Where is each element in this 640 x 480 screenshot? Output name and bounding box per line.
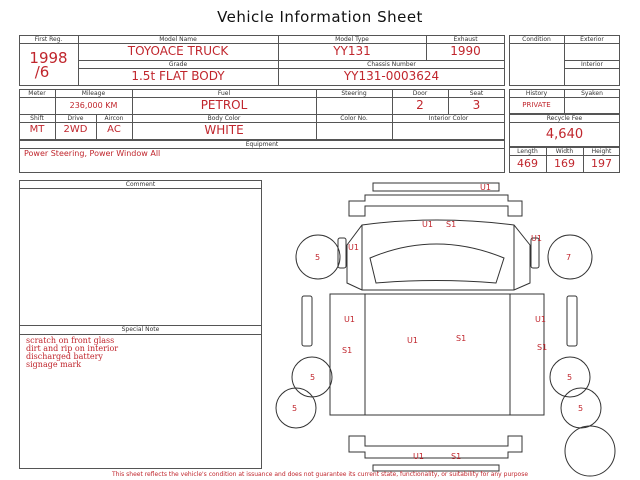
exhaust-label: Exhaust — [453, 36, 478, 43]
mark-rear-s1: S1 — [451, 452, 462, 461]
grade-value: 1.5t FLAT BODY — [131, 69, 225, 83]
fuel-value: PETROL — [200, 98, 248, 112]
length-label: Length — [517, 148, 538, 155]
special-note-item: signage mark — [26, 360, 82, 369]
aircon-label: Aircon — [104, 115, 124, 122]
model-type-value: YY131 — [333, 44, 371, 58]
mark-tire-fr: 7 — [566, 253, 572, 262]
disclaimer-footer: This sheet reflects the vehicle's condition at issuance and does not guarantee its current state, functionality, or suitability for any purpose — [111, 471, 529, 478]
right-side-rail — [567, 296, 577, 346]
first-reg-label: First Reg. — [34, 36, 63, 43]
cab-outline — [347, 220, 530, 290]
special-note-label: Special Note — [121, 326, 160, 333]
height-value: 197 — [591, 157, 612, 170]
chassis-number-value: YY131-0003624 — [343, 69, 440, 83]
width-label: Width — [555, 148, 574, 155]
mark-right-mirror: U1 — [531, 234, 542, 243]
length-value: 469 — [517, 157, 538, 170]
color-no-label: Color No. — [340, 115, 368, 122]
model-name-label: Model Name — [159, 36, 197, 43]
recycle-fee-value: 4,640 — [545, 127, 584, 142]
mark-front-top: U1 — [480, 183, 491, 192]
chassis-number-label: Chassis Number — [367, 61, 416, 68]
mark-tire-rr2: 5 — [578, 404, 584, 413]
height-label: Height — [591, 148, 612, 155]
special-note-item: scratch on front glass — [26, 336, 115, 345]
model-name-value: TOYOACE TRUCK — [127, 44, 229, 58]
rear-bumper — [349, 436, 522, 458]
door-label: Door — [412, 90, 428, 97]
body-color-value: WHITE — [204, 123, 244, 137]
condition-label: Condition — [522, 36, 551, 43]
syaken-label: Syaken — [581, 90, 603, 97]
drive-value: 2WD — [63, 124, 88, 135]
mark-cab-s1: S1 — [446, 220, 457, 229]
bed-floor — [365, 294, 510, 415]
width-value: 169 — [554, 157, 575, 170]
first-reg-year: 1998 — [29, 49, 68, 67]
mark-bed-right-s1: S1 — [537, 343, 548, 352]
shift-value: MT — [29, 124, 45, 135]
meter-label: Meter — [28, 90, 46, 97]
mark-tire-rl1: 5 — [310, 373, 316, 382]
shift-label: Shift — [30, 115, 44, 122]
steering-label: Steering — [341, 90, 367, 97]
mark-bed-left-u1: U1 — [344, 315, 355, 324]
seat-label: Seat — [469, 90, 484, 97]
history-value: PRIVATE — [522, 101, 551, 109]
aircon-value: AC — [107, 124, 121, 135]
drive-label: Drive — [67, 115, 84, 122]
front-grille — [349, 195, 522, 216]
history-label: History — [525, 90, 548, 97]
mark-bed-left-s1: S1 — [342, 346, 353, 355]
spare-tire — [565, 426, 615, 476]
special-note-item: dirt and rip on interior — [26, 344, 119, 353]
windshield — [370, 244, 504, 283]
bed-outline — [330, 294, 544, 415]
sheet-title: Vehicle Information Sheet — [217, 8, 423, 26]
left-side-rail — [302, 296, 312, 346]
equipment-value: Power Steering, Power Window All — [24, 149, 161, 158]
body-color-label: Body Color — [207, 115, 241, 122]
mileage-value: 236,000 KM — [69, 101, 118, 110]
interior-color-label: Interior Color — [428, 115, 469, 122]
mark-bed-center-s1: S1 — [456, 334, 467, 343]
mark-left-mirror: U1 — [348, 243, 359, 252]
mileage-label: Mileage — [81, 90, 106, 97]
grade-label: Grade — [168, 61, 188, 68]
exterior-label: Exterior — [580, 36, 604, 43]
mark-bed-center-u1: U1 — [407, 336, 418, 345]
mark-rear-u1: U1 — [413, 452, 424, 461]
mark-tire-rl2: 5 — [292, 404, 298, 413]
seat-value: 3 — [472, 98, 481, 112]
fuel-label: Fuel — [217, 90, 231, 97]
equipment-label: Equipment — [245, 141, 279, 148]
special-note-item: discharged battery — [26, 352, 103, 361]
mark-bed-right-u1: U1 — [535, 315, 546, 324]
comment-label: Comment — [125, 181, 156, 188]
first-reg-month: /6 — [34, 63, 50, 81]
mark-tire-fl: 5 — [315, 253, 321, 262]
interior-label: Interior — [581, 61, 603, 68]
model-type-label: Model Type — [335, 36, 369, 43]
mark-cab-u1: U1 — [422, 220, 433, 229]
exhaust-value: 1990 — [450, 44, 481, 58]
door-value: 2 — [416, 98, 424, 112]
mark-tire-rr1: 5 — [567, 373, 573, 382]
recycle-fee-label: Recycle Fee — [546, 115, 583, 122]
